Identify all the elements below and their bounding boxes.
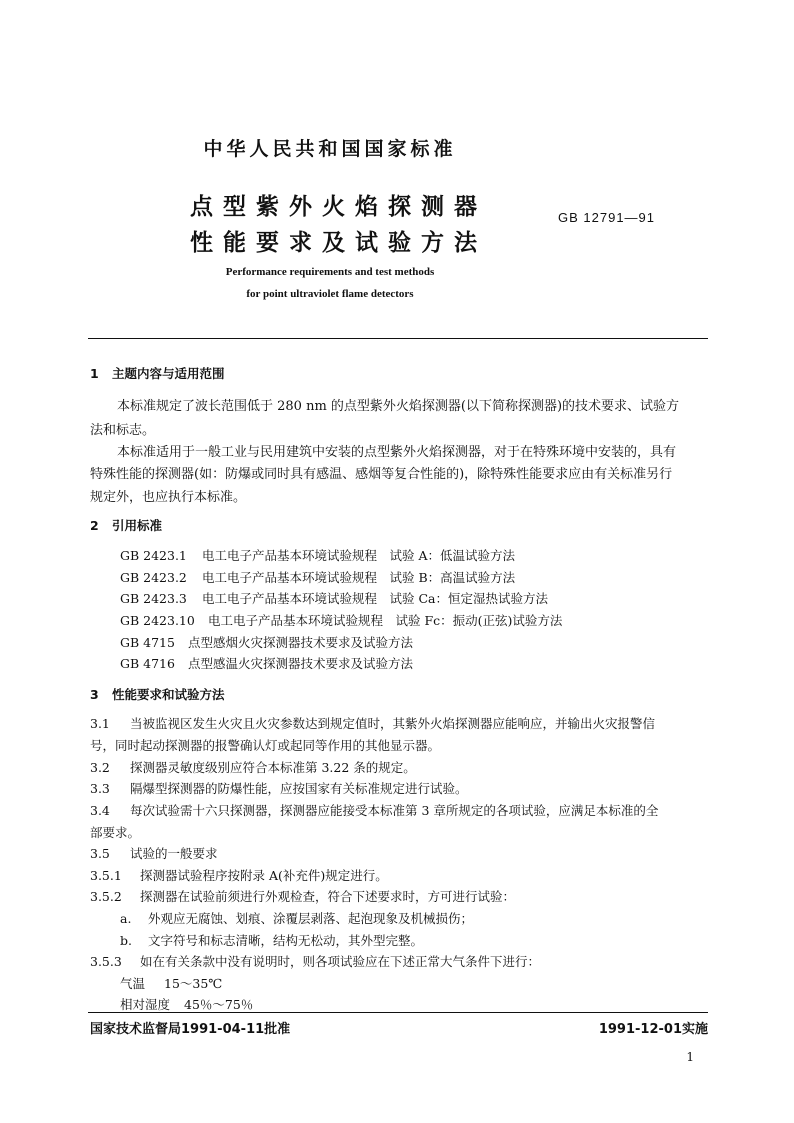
reference-item — [120, 633, 413, 651]
clause-text: 每次试验需十六只探测器，探测器应能接受本标准第 3 章所规定的各项试验，应满足本标准的全 — [130, 803, 659, 818]
paragraph-line: 本标准适用于一般工业与民用建筑中安装的点型紫外火焰探测器，对于在特殊环境中安装的，具有 — [117, 445, 677, 460]
footer-divider — [88, 1012, 708, 1013]
clause-number: 3.2 — [90, 760, 110, 775]
reference-title: 点型感温火灾探测器技术要求及试验方法 — [188, 656, 414, 671]
clause-number: 3.5 — [90, 846, 110, 861]
condition-value: 15～35℃ — [164, 976, 223, 991]
clause-3-5 — [90, 844, 218, 862]
clause-text: 探测器在试验前须进行外观检查，符合下述要求时，方可进行试验： — [140, 889, 516, 904]
reference-item — [120, 546, 515, 564]
clause-number: 3.5.3 — [90, 954, 122, 969]
clause-text: 当被监视区发生火灾且火灾参数达到规定值时，其紫外火焰探测器应能响应，并输出火灾报警信 — [130, 716, 656, 731]
reference-title: 电工电子产品基本环境试验规程 试验 Ca：恒定湿热试验方法 — [202, 591, 548, 606]
page-number: 1 — [686, 1050, 694, 1064]
clause-3-5-3 — [90, 952, 540, 970]
document-title-line1: 点型紫外火焰探测器 — [190, 194, 487, 220]
sub-item-b — [120, 931, 423, 949]
approval-date: 国家技术监督局1991-04-11批准 — [90, 1022, 291, 1037]
reference-code: GB 4716 — [120, 656, 175, 671]
document-title-line2: 性能要求及试验方法 — [190, 230, 487, 256]
reference-title: 电工电子产品基本环境试验规程 试验 Fc：振动(正弦)试验方法 — [208, 613, 563, 628]
sub-item-text: 文字符号和标志清晰，结构无松动，其外型完整。 — [148, 933, 424, 948]
condition-label: 相对湿度 — [120, 997, 171, 1012]
clause-3-5-1 — [90, 866, 388, 884]
clause-3-4 — [90, 801, 658, 819]
temperature-condition — [120, 974, 222, 992]
section-title: 主题内容与适用范围 — [112, 366, 225, 381]
clause-number: 3.3 — [90, 781, 110, 796]
reference-item — [120, 654, 413, 672]
implementation-date: 1991-12-01实施 — [598, 1022, 708, 1037]
reference-title: 点型感烟火灾探测器技术要求及试验方法 — [188, 635, 414, 650]
clause-number: 3.1 — [90, 716, 110, 731]
reference-code: GB 2423.1 — [120, 548, 187, 563]
paragraph-line: 规定外，也应执行本标准。 — [90, 490, 247, 505]
clause-number: 3.5.2 — [90, 889, 122, 904]
sub-item-marker: b. — [120, 933, 132, 948]
condition-value: 45％～75％ — [184, 997, 254, 1012]
clause-3-2 — [90, 758, 416, 776]
reference-code: GB 2423.2 — [120, 570, 187, 585]
english-title-line2: for point ultraviolet flame detectors — [246, 288, 414, 300]
reference-title: 电工电子产品基本环境试验规程 试验 B：高温试验方法 — [202, 570, 516, 585]
reference-code: GB 2423.3 — [120, 591, 187, 606]
clause-text: 探测器灵敏度级别应符合本标准第 3.22 条的规定。 — [130, 760, 416, 775]
clause-number: 3.4 — [90, 803, 110, 818]
clause-number: 3.5.1 — [90, 868, 122, 883]
clause-3-5-2 — [90, 887, 515, 905]
national-standard-heading: 中华人民共和国国家标准 — [203, 138, 457, 160]
reference-item — [120, 611, 562, 629]
section-3-heading — [90, 685, 225, 703]
clause-3-1 — [90, 714, 655, 732]
reference-item — [120, 568, 515, 586]
clause-continuation: 部要求。 — [90, 825, 141, 840]
clause-text: 隔爆型探测器的防爆性能，应按国家有关标准规定进行试验。 — [130, 781, 468, 796]
header-divider — [88, 338, 708, 339]
paragraph-line: 特殊性能的探测器(如：防爆或同时具有感温、感烟等复合性能的)，除特殊性能要求应由有关标准另行 — [90, 467, 673, 482]
reference-code: GB 4715 — [120, 635, 175, 650]
reference-title: 电工电子产品基本环境试验规程 试验 A：低温试验方法 — [202, 548, 516, 563]
clause-3-3 — [90, 779, 468, 797]
reference-item — [120, 589, 548, 607]
clause-continuation: 号，同时起动探测器的报警确认灯或起同等作用的其他显示器。 — [90, 738, 441, 753]
reference-code: GB 2423.10 — [120, 613, 195, 628]
paragraph-line: 法和标志。 — [90, 423, 156, 438]
clause-text: 探测器试验程序按附录 A(补充件)规定进行。 — [140, 868, 388, 883]
english-title-line1: Performance requirements and test methods — [225, 266, 435, 278]
section-title: 性能要求和试验方法 — [112, 687, 225, 702]
section-number: 1 — [90, 366, 99, 381]
section-number: 2 — [90, 518, 99, 533]
clause-text: 如在有关条款中没有说明时，则各项试验应在下述正常大气条件下进行： — [140, 954, 541, 969]
sub-item-text: 外观应无腐蚀、划痕、涂覆层剥落、起泡现象及机械损伤； — [148, 911, 474, 926]
clause-text: 试验的一般要求 — [130, 846, 218, 861]
section-2-heading — [90, 516, 162, 534]
section-title: 引用标准 — [112, 518, 163, 533]
sub-item-a — [120, 909, 473, 927]
humidity-condition — [120, 995, 253, 1013]
standard-number: GB 12791—91 — [558, 210, 656, 225]
section-number: 3 — [90, 687, 99, 702]
sub-item-marker: a. — [120, 911, 132, 926]
section-1-heading — [90, 364, 225, 382]
condition-label: 气温 — [120, 976, 146, 991]
paragraph-line: 本标准规定了波长范围低于 280 nm 的点型紫外火焰探测器(以下简称探测器)的技术要求、试验方 — [117, 399, 680, 414]
